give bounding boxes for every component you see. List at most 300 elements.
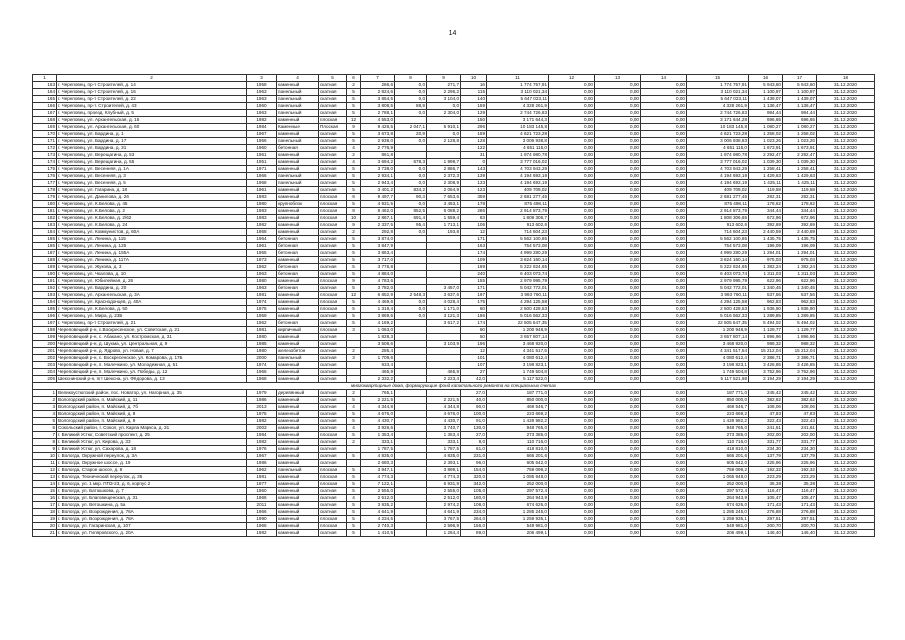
table-cell: 0: [461, 159, 487, 166]
table-cell: 5 494,02: [783, 320, 817, 327]
table-cell: 0,00: [549, 103, 595, 110]
table-cell: 31.12.2020: [817, 278, 875, 285]
table-cell: 0,00: [549, 390, 595, 397]
table-cell: 0,00: [549, 481, 595, 488]
table-cell: 60: [461, 306, 487, 313]
table-cell: панельный: [277, 110, 319, 117]
table-cell: 282,31: [783, 194, 817, 201]
table-cell: бетонная: [277, 250, 319, 257]
table-cell: 31.12.2020: [817, 474, 875, 481]
table-cell: 231,0: [461, 453, 487, 460]
table-cell: 0,00: [641, 229, 687, 236]
table-cell: 17: [33, 502, 57, 509]
table-cell: 2 886,7: [427, 166, 461, 173]
table-cell: г. Череповец, ул. Юбилейная, д. 26: [57, 278, 247, 285]
table-cell: 234,0: [461, 509, 487, 516]
table-cell: 975,03: [783, 257, 817, 264]
table-cell: 933,4: [361, 362, 395, 369]
table-cell: 5: [347, 180, 361, 187]
table-cell: каменный: [277, 502, 319, 509]
table-cell: 5 943,60: [749, 82, 783, 89]
table-cell: плоская: [319, 516, 347, 523]
table-cell: 0,00: [595, 145, 641, 152]
table-cell: 0,00: [641, 299, 687, 306]
table-cell: 1962: [247, 467, 277, 474]
table-cell: 4 294 125,58: [487, 299, 549, 306]
table-cell: 14: [33, 481, 57, 488]
table-row: [33, 271, 875, 278]
table-cell: 3 508,6: [361, 341, 395, 348]
table-cell: 0,00: [641, 222, 687, 229]
table-cell: 0,00: [549, 446, 595, 453]
table-cell: 1965: [247, 250, 277, 257]
table-cell: 2 548,3: [395, 292, 427, 299]
table-cell: 175: [461, 299, 487, 306]
table-cell: 0,00: [595, 117, 641, 124]
table-cell: 186: [33, 243, 57, 250]
table-cell: 0,0: [395, 201, 427, 208]
table-cell: [395, 152, 427, 159]
table-cell: 1 425,11: [783, 180, 817, 187]
table-cell: 0,0: [427, 103, 461, 110]
table-cell: каменный: [277, 292, 319, 299]
table-cell: 225,96: [749, 460, 783, 467]
table-row: [33, 257, 875, 264]
table-cell: 189: [33, 264, 57, 271]
table-cell: 31.12.2020: [817, 425, 875, 432]
table-cell: 6: [33, 425, 57, 432]
table-cell: 3 847,9: [361, 243, 395, 250]
table-cell: 3 752,96: [783, 369, 817, 376]
table-cell: 0,00: [595, 131, 641, 138]
table-cell: 3 717,0: [361, 257, 395, 264]
table-cell: каменный: [277, 530, 319, 537]
table-cell: 1 425,11: [749, 180, 783, 187]
table-cell: [395, 257, 427, 264]
table-row: [33, 376, 875, 383]
table-cell: 2 047,1: [395, 124, 427, 131]
table-cell: 159: [461, 103, 487, 110]
table-cell: скатная: [319, 390, 347, 397]
table-cell: 31.12.2020: [817, 145, 875, 152]
table-cell: 0,00: [641, 145, 687, 152]
table-cell: [395, 446, 427, 453]
table-cell: 31.12.2020: [817, 215, 875, 222]
table-cell: 0,0: [395, 180, 427, 187]
table-cell: 1974: [247, 362, 277, 369]
table-cell: 948 765,0: [487, 425, 549, 432]
table-cell: 672,96: [749, 215, 783, 222]
table-cell: 35,38: [749, 481, 783, 488]
table-cell: скатная: [319, 285, 347, 292]
table-cell: г. Великий Устюг, ул. Кирова, д. 33: [57, 439, 247, 446]
table-cell: 1958: [247, 82, 277, 89]
table-cell: 0,00: [641, 334, 687, 341]
table-cell: 392,69: [783, 222, 817, 229]
table-cell: 1 294,01: [783, 250, 817, 257]
table-cell: [427, 390, 461, 397]
table-cell: г. Череповец, ул. К.Белова, д. 2/62: [57, 215, 247, 222]
table-cell: 173: [33, 152, 57, 159]
table-cell: [427, 334, 461, 341]
table-cell: 0,00: [595, 103, 641, 110]
table-cell: 3 808,5: [361, 103, 395, 110]
table-cell: 286,6: [361, 82, 395, 89]
table-cell: 0,00: [595, 173, 641, 180]
table-cell: 4 080 612,4: [487, 355, 549, 362]
table-cell: 1 311,03: [783, 271, 817, 278]
table-cell: 31.12.2020: [817, 327, 875, 334]
table-cell: 3 863,4: [361, 250, 395, 257]
table-cell: 1 428 982,2: [687, 418, 749, 425]
table-cell: 4 430,7: [427, 418, 461, 425]
table-cell: [427, 355, 461, 362]
table-cell: г. Вологда, ул. Возрождения, д. 76А: [57, 509, 247, 516]
table-cell: скатная: [319, 229, 347, 236]
table-cell: [395, 425, 427, 432]
table-cell: г. Череповец, ул. Бардина, д. 1: [57, 131, 247, 138]
table-cell: 1 353,4: [427, 432, 461, 439]
table-cell: 962,83: [749, 299, 783, 306]
column-header: 10: [461, 75, 487, 82]
table-cell: 2 681 277,45: [687, 194, 749, 201]
table-cell: 0,00: [595, 460, 641, 467]
table-cell: 3 993 760,11: [687, 292, 749, 299]
table-cell: 1 063,0: [361, 327, 395, 334]
table-cell: 163: [33, 82, 57, 89]
table-cell: 1973: [247, 257, 277, 264]
table-cell: 119,58: [783, 187, 817, 194]
table-cell: 0,00: [549, 236, 595, 243]
table-cell: 1966: [247, 523, 277, 530]
table-cell: [395, 264, 427, 271]
table-cell: 31.12.2020: [817, 460, 875, 467]
table-cell: [395, 404, 427, 411]
table-cell: 0,00: [549, 348, 595, 355]
table-cell: 1963: [247, 285, 277, 292]
table-cell: 154,0: [461, 467, 487, 474]
table-cell: 0,00: [641, 243, 687, 250]
table-cell: 0,00: [549, 320, 595, 327]
table-cell: 4 835,0: [361, 453, 395, 460]
table-cell: 0,00: [641, 159, 687, 166]
table-cell: 5: [347, 236, 361, 243]
table-cell: 0,00: [549, 110, 595, 117]
table-cell: 13: [33, 474, 57, 481]
table-cell: каменный: [277, 397, 319, 404]
table-row: [33, 320, 875, 327]
table-cell: 2000: [247, 355, 277, 362]
table-cell: 0,00: [641, 89, 687, 96]
table-cell: каменный: [277, 229, 319, 236]
table-cell: 2 221,5: [361, 397, 395, 404]
table-cell: 0,00: [641, 173, 687, 180]
table-cell: 5 494,02: [749, 320, 783, 327]
table-cell: 286: [461, 208, 487, 215]
table-cell: [395, 250, 427, 257]
table-cell: 31.12.2020: [817, 446, 875, 453]
table-cell: 171: [461, 236, 487, 243]
table-cell: 1982: [247, 439, 277, 446]
table-cell: 1980: [247, 348, 277, 355]
table-cell: 12: [33, 467, 57, 474]
table-cell: 0,0: [395, 82, 427, 89]
table-cell: 549 981,0: [487, 523, 549, 530]
table-cell: каменный: [277, 215, 319, 222]
table-cell: скатная: [319, 89, 347, 96]
table-cell: 0,00: [549, 187, 595, 194]
table-cell: 465,9: [427, 369, 461, 376]
table-cell: 245,42: [749, 390, 783, 397]
table-cell: 1966: [247, 509, 277, 516]
table-cell: 7 653,6: [427, 194, 461, 201]
table-cell: 9: [347, 222, 361, 229]
table-cell: 0,00: [641, 138, 687, 145]
table-cell: каменный: [277, 313, 319, 320]
table-cell: 100,0: [461, 411, 487, 418]
table-cell: 0,00: [641, 103, 687, 110]
table-cell: 1 100,97: [783, 89, 817, 96]
table-cell: 0,00: [595, 502, 641, 509]
table-cell: 1 808 306,65: [687, 215, 749, 222]
table-cell: 0,00: [549, 355, 595, 362]
table-cell: [395, 390, 427, 397]
table-cell: скатная: [319, 453, 347, 460]
table-cell: 206 499,1: [687, 530, 749, 537]
table-cell: 1968: [247, 376, 277, 383]
table-cell: г. Череповец, ул. Весенняя, д. 5: [57, 180, 247, 187]
table-cell: 5: [347, 264, 361, 271]
table-cell: 0,00: [595, 250, 641, 257]
table-cell: каменный: [277, 411, 319, 418]
table-cell: [395, 145, 427, 152]
table-cell: скатная: [319, 271, 347, 278]
table-cell: 1 749 504,8: [687, 369, 749, 376]
table-cell: 0,00: [595, 306, 641, 313]
table-cell: 31.12.2020: [817, 341, 875, 348]
table-cell: [395, 502, 427, 509]
table-cell: каменный: [277, 488, 319, 495]
table-cell: г. Вологда, ул. Гагаринская, д. 107: [57, 523, 247, 530]
table-cell: 0,00: [641, 369, 687, 376]
table-cell: 1 259 935,1: [487, 516, 549, 523]
table-cell: плоская: [319, 523, 347, 530]
table-cell: 31.12.2020: [817, 250, 875, 257]
table-cell: 168: [33, 117, 57, 124]
table-cell: 6 403 073,74: [487, 271, 549, 278]
table-cell: 3 854,5: [361, 96, 395, 103]
table-cell: 31.12.2020: [817, 467, 875, 474]
table-cell: 2 296,2: [427, 89, 461, 96]
table-cell: 2 776,9: [361, 145, 395, 152]
table-cell: 31.12.2020: [817, 243, 875, 250]
table-cell: 241,61: [783, 425, 817, 432]
table-cell: 0,00: [595, 523, 641, 530]
table-cell: 3 426,85: [783, 362, 817, 369]
table-cell: 0,00: [549, 376, 595, 383]
table-cell: 35,38: [783, 481, 817, 488]
table-cell: 1 936,90: [783, 306, 817, 313]
table-cell: 1 311,03: [749, 271, 783, 278]
table-cell: 5: [33, 418, 57, 425]
table-cell: 194: [33, 299, 57, 306]
table-cell: скатная: [319, 313, 347, 320]
table-cell: 0,0: [427, 131, 461, 138]
table-cell: 130,0: [461, 425, 487, 432]
table-cell: 0,00: [549, 425, 595, 432]
table-cell: 0,00: [641, 82, 687, 89]
table-cell: [347, 362, 361, 369]
table-cell: 40,0: [461, 397, 487, 404]
table-cell: 1 065 948,0: [687, 474, 749, 481]
table-cell: 5 562 100,85: [487, 236, 549, 243]
table-cell: Череповецкий р-н, п. Малечкино, ул. Победы, д. 12: [57, 369, 247, 376]
table-cell: 4 341 517,54: [687, 348, 749, 355]
table-cell: 1961: [247, 152, 277, 159]
table-row: [33, 131, 875, 138]
table-cell: плоская: [319, 306, 347, 313]
table-cell: 674 626,0: [687, 502, 749, 509]
table-row: [33, 369, 875, 376]
table-cell: 409 709,02: [487, 187, 549, 194]
table-cell: скатная: [319, 488, 347, 495]
table-cell: 1982: [247, 530, 277, 537]
table-cell: 2 914 873,79: [687, 208, 749, 215]
table-cell: 15 212,04: [749, 348, 783, 355]
column-header: 13: [595, 75, 641, 82]
table-cell: г. Череповец, пр-т Строителей, д. 14: [57, 82, 247, 89]
table-cell: 4 169,2: [361, 320, 395, 327]
table-cell: 0,00: [549, 306, 595, 313]
table-cell: 834,2: [395, 187, 427, 194]
column-header: 12: [549, 75, 595, 82]
table-row: [33, 292, 875, 299]
column-header: 15: [687, 75, 749, 82]
table-cell: 1 429,63: [749, 173, 783, 180]
table-cell: 0,00: [641, 488, 687, 495]
table-cell: 984,44: [783, 110, 817, 117]
table-cell: 0,00: [595, 215, 641, 222]
table-cell: г. Череповец, ул. Архангельская, д. 3А: [57, 292, 247, 299]
table-cell: г. Череповец, ул. Гагарина, д. 18: [57, 187, 247, 194]
table-cell: 1 410,5: [361, 530, 395, 537]
table-cell: 4 344,8: [361, 404, 395, 411]
table-cell: 4 641,9: [427, 509, 461, 516]
table-cell: 27,0: [461, 432, 487, 439]
table-cell: г. Череповец, ул. Ленина, д. 117А: [57, 257, 247, 264]
table-cell: 0,00: [595, 124, 641, 131]
table-cell: 15 212,04: [783, 348, 817, 355]
table-cell: 1960: [247, 488, 277, 495]
table-cell: 2 194,29: [749, 376, 783, 383]
table-cell: 189: [461, 264, 487, 271]
column-header: 8: [395, 75, 427, 82]
table-cell: 1963: [247, 89, 277, 96]
table-cell: 196,09: [749, 243, 783, 250]
table-cell: 2 386,71: [783, 355, 817, 362]
table-cell: 0,00: [549, 180, 595, 187]
table-cell: 4 783,6: [361, 278, 395, 285]
table-cell: [427, 257, 461, 264]
table-cell: 190: [33, 271, 57, 278]
table-cell: г. Великий Устюг, ул. Сахарова, д. 18: [57, 446, 247, 453]
table-cell: Череповецкий р-н, д. Ядрово, ул. Новая, д. 7: [57, 348, 247, 355]
table-cell: г. Череповец, ул. Архангельская, д. 15: [57, 117, 247, 124]
table-cell: 0,00: [595, 159, 641, 166]
table-cell: 12: [347, 117, 361, 124]
table-cell: 1977: [247, 481, 277, 488]
table-cell: 31.12.2020: [817, 166, 875, 173]
table-cell: 0,00: [641, 278, 687, 285]
table-cell: 6 852,9: [361, 292, 395, 299]
table-row: [33, 425, 875, 432]
table-cell: 0,00: [549, 278, 595, 285]
table-cell: 0,00: [641, 117, 687, 124]
table-row: [33, 334, 875, 341]
table-cell: 2 292,47: [783, 152, 817, 159]
table-cell: 174: [461, 250, 487, 257]
table-cell: [347, 369, 361, 376]
table-cell: 31.12.2020: [817, 390, 875, 397]
table-cell: 2 596,9: [427, 523, 461, 530]
table-cell: [395, 397, 427, 404]
table-cell: 5: [347, 453, 361, 460]
table-cell: 223,29: [783, 474, 817, 481]
table-cell: 2 979 995,79: [487, 278, 549, 285]
table-cell: 344,44: [749, 208, 783, 215]
table-cell: 1 439,07: [783, 96, 817, 103]
table-cell: 948 765,0: [687, 425, 749, 432]
table-cell: 3 617,2: [427, 320, 461, 327]
table-cell: 276,88: [749, 509, 783, 516]
table-cell: скатная: [319, 439, 347, 446]
table-cell: 42,0: [461, 376, 487, 383]
table-cell: 3: [347, 355, 361, 362]
table-cell: 3 673,8: [361, 131, 395, 138]
table-cell: 622,96: [749, 278, 783, 285]
table-cell: 2 512,0: [361, 495, 395, 502]
table-cell: 1981: [247, 327, 277, 334]
table-cell: 178: [33, 187, 57, 194]
table-cell: г. Вологда, ул. Гиляровского, д. 20А: [57, 530, 247, 537]
table-cell: 2 740,3: [361, 523, 395, 530]
table-cell: каменный: [277, 299, 319, 306]
table-cell: 537,56: [749, 292, 783, 299]
table-row: [33, 495, 875, 502]
table-cell: 0,00: [595, 439, 641, 446]
table-cell: 10 183 145,8: [487, 124, 549, 131]
table-cell: [395, 481, 427, 488]
table-cell: 0,00: [595, 180, 641, 187]
table-cell: бетонная: [277, 285, 319, 292]
table-cell: 1 259 935,1: [687, 516, 749, 523]
table-row: [33, 152, 875, 159]
table-cell: скатная: [319, 159, 347, 166]
table-cell: 105,0: [461, 488, 487, 495]
table-cell: 115: [461, 89, 487, 96]
table-cell: 392,69: [749, 222, 783, 229]
table-cell: 3 777 016,02: [687, 159, 749, 166]
table-cell: 2 440,59: [749, 229, 783, 236]
table-cell: 105,47: [783, 495, 817, 502]
table-cell: 0,00: [595, 488, 641, 495]
table-cell: 0,00: [595, 229, 641, 236]
table-cell: 0,00: [549, 397, 595, 404]
table-cell: 202,00: [783, 432, 817, 439]
table-cell: 2 914 873,79: [487, 208, 549, 215]
table-row: [33, 243, 875, 250]
table-cell: 101: [461, 355, 487, 362]
